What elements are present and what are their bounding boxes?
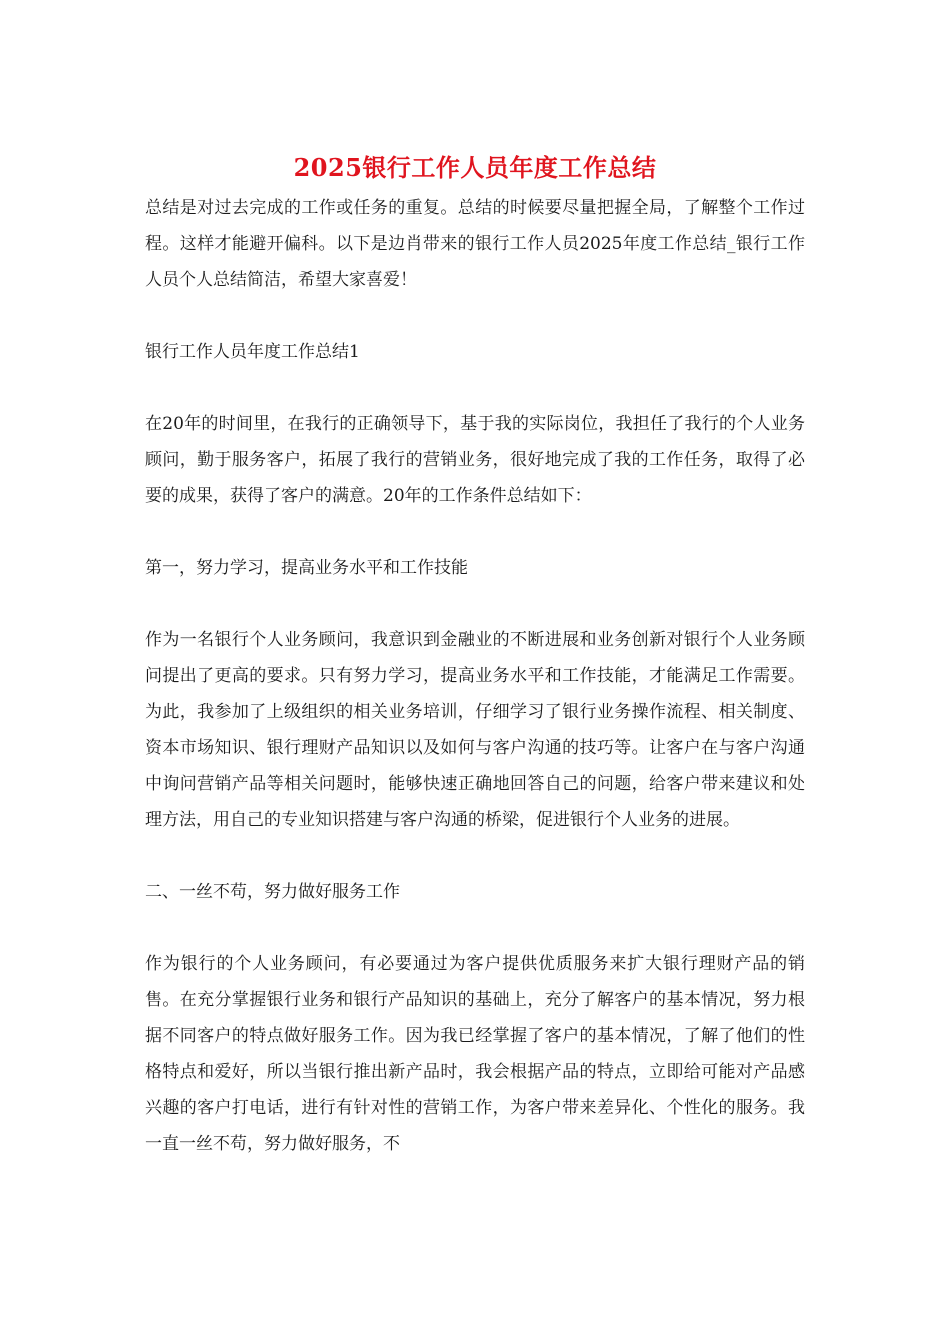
intro-paragraph: 总结是对过去完成的工作或任务的重复。总结的时候要尽量把握全局，了解整个工作过程。这样才能避开偏科。以下是边肖带来的银行工作人员2025年度工作总结_银行工作人员个人总结简洁，希望大家喜爱！ [145,198,805,290]
paragraph-spacer [145,838,805,874]
paragraph-spacer [145,370,805,406]
document-page [145,150,805,1162]
paragraph-spacer [145,910,805,946]
body-paragraph-3: 作为银行的个人业务顾问，有必要通过为客户提供优质服务来扩大银行理财产品的销售。在充分掌握银行业务和银行产品知识的基础上，充分了解客户的基本情况，努力根据不同客户的特点做好服务工作。因为我已经掌握了客户的基本情况，了解了他们的性格特点和爱好，所以当银行推出新产品时，我会根据产品的特点，立即给可能对产品感兴趣的客户打电话，进行有针对性的营销工作，为客户带来差异化、个性化的服务。我一直一丝不苟，努力做好服务，不 [145,954,805,1154]
paragraph-spacer [145,514,805,550]
paragraph-spacer [145,586,805,622]
document-title: 2025银行工作人员年度工作总结 [293,153,657,182]
body-paragraph-2: 作为一名银行个人业务顾问，我意识到金融业的不断进展和业务创新对银行个人业务顾问提出了更高的要求。只有努力学习，提高业务水平和工作技能，才能满足工作需要。为此，我参加了上级组织的相关业务培训，仔细学习了银行业务操作流程、相关制度、资本市场知识、银行理财产品知识以及如何与客户沟通的技巧等。让客户在与客户沟通中询问营销产品等相关问题时，能够快速正确地回答自己的问题，给客户带来建议和处理方法，用自己的专业知识搭建与客户沟通的桥梁，促进银行个人业务的进展。 [145,630,805,830]
section-heading-1: 银行工作人员年度工作总结1 [145,342,360,362]
subheading-1: 第一，努力学习，提高业务水平和工作技能 [145,558,468,578]
body-paragraph-1: 在20年的时间里，在我行的正确领导下，基于我的实际岗位，我担任了我行的个人业务顾问，勤于服务客户，拓展了我行的营销业务，很好地完成了我的工作任务，取得了必要的成果，获得了客户的满意。20年的工作条件总结如下： [145,414,805,506]
paragraph-spacer [145,298,805,334]
subheading-2: 二、一丝不苟，努力做好服务工作 [145,882,400,902]
